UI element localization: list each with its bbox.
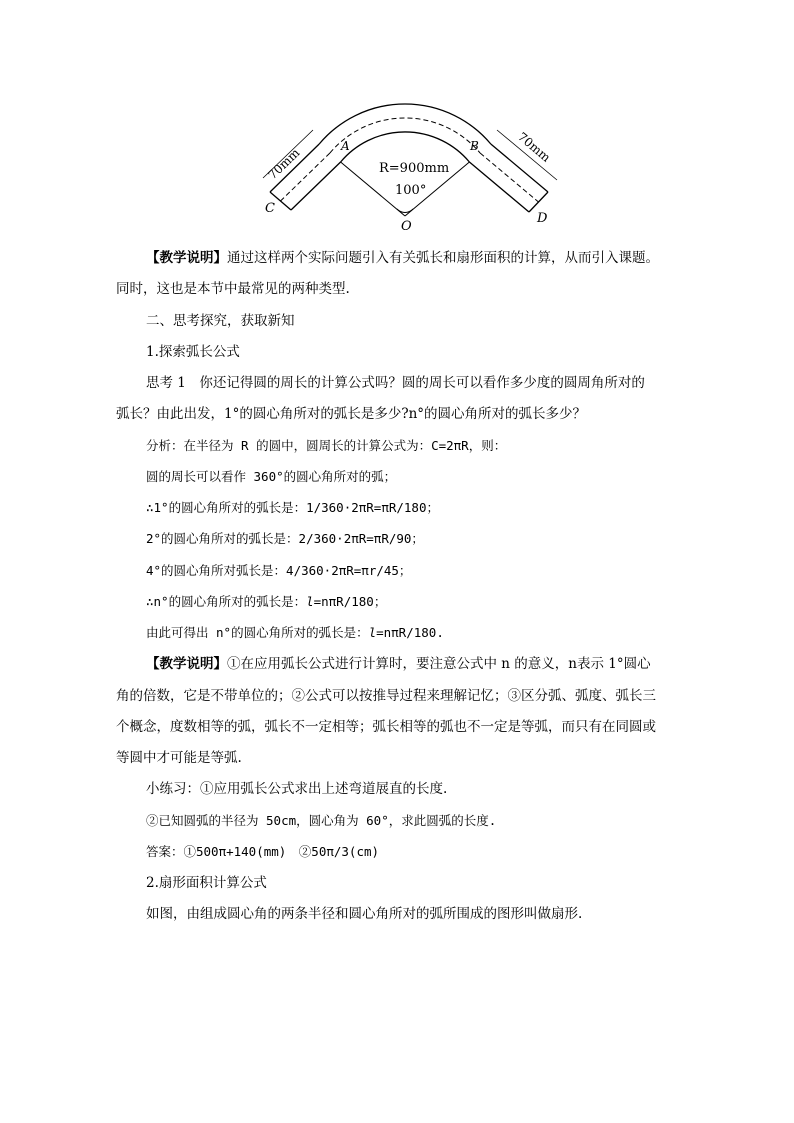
label-left-width: 70mm — [265, 145, 303, 183]
teaching-note-2-line-1 — [146, 654, 686, 674]
teaching-note-1-line-1 — [146, 248, 686, 268]
teaching-note-2-line-3: 个概念，度数相等的弧，弧长不一定相等；弧长相等的弧也不一定是等弧，而只有在同圆或 — [116, 719, 656, 735]
exercise-line-1: 小练习：①应用弧长公式求出上述弯道展直的长度. — [146, 781, 448, 797]
center-dashed-arc — [330, 118, 480, 153]
analysis-7-prefix: 由此可得出 n°的圆心角所对的弧长是： — [146, 625, 369, 640]
analysis-line-5: 4°的圆心角所对弧长是：4/360·2πR=πr/45； — [146, 563, 412, 578]
think-question-line-1: 思考 1 你还记得圆的周长的计算公式吗？圆的周长可以看作多少度的圆周角所对的 — [146, 375, 645, 391]
teaching-note-tag: 【教学说明】 — [146, 250, 227, 266]
inner-arc — [341, 132, 470, 162]
outer-arc — [319, 104, 491, 144]
analysis-line-1: 分析：在半径为 R 的圆中，圆周长的计算公式为：C=2πR，则： — [146, 438, 507, 453]
label-radius: R=900mm — [379, 161, 450, 176]
label-d: D — [537, 211, 548, 226]
analysis-6-formula: =nπR/180； — [313, 594, 387, 609]
teaching-note-2-line-4: 等圆中才可能是等弧. — [116, 750, 242, 766]
label-angle: 100° — [395, 183, 427, 198]
arc-length-symbol: l — [368, 625, 377, 640]
analysis-line-7 — [146, 623, 686, 643]
teaching-note-tag: 【教学说明】 — [146, 656, 227, 672]
exercise-line-2: ②已知圆弧的半径为 50cm，圆心角为 60°，求此圆弧的长度. — [146, 813, 497, 828]
sector-definition: 如图，由组成圆心角的两条半径和圆心角所对的弧所围成的图形叫做扇形. — [146, 906, 583, 922]
analysis-7-formula: =nπR/180. — [376, 625, 444, 640]
subsection-heading-sector-area: 2.扇形面积计算公式 — [146, 875, 267, 891]
label-right-width: 70mm — [515, 129, 554, 165]
subsection-heading-arc-length: 1.探索弧长公式 — [146, 344, 240, 360]
teaching-note-text: 通过这样两个实际问题引入有关弧长和扇形面积的计算，从而引入课题。 — [227, 250, 659, 266]
teaching-note-2-line-2: 角的倍数，它是不带单位的；②公式可以按推导过程来理解记忆；③区分弧、弧度、弧长三 — [116, 688, 656, 704]
teaching-note-1-line-2: 同时，这也是本节中最常见的两种类型. — [116, 281, 350, 297]
answer-line: 答案：①500π+140(mm) ②50π/3(cm) — [146, 844, 380, 859]
analysis-line-2: 圆的周长可以看作 360°的圆心角所对的弧； — [146, 469, 397, 484]
analysis-line-3: ∴1°的圆心角所对的弧长是：1/360·2πR=πR/180； — [146, 500, 439, 515]
analysis-line-4: 2°的圆心角所对的弧长是：2/360·2πR=πR/90； — [146, 531, 424, 546]
section-heading: 二、思考探究，获取新知 — [146, 313, 295, 329]
label-c: C — [265, 201, 275, 216]
label-o: O — [401, 219, 412, 234]
left-inner-edge — [291, 162, 341, 210]
arc-length-symbol: l — [306, 594, 314, 609]
analysis-6-prefix: ∴n°的圆心角所对的弧长是： — [146, 594, 307, 609]
teaching-note-text: ①在应用弧长公式进行计算时，要注意公式中 n 的意义，n表示 1°圆心 — [227, 656, 651, 672]
label-b: B — [470, 139, 479, 153]
curved-road-figure — [255, 98, 575, 238]
analysis-line-6 — [146, 592, 686, 612]
label-a: A — [341, 139, 350, 153]
think-question-line-2: 弧长？由此出发，1°的圆心角所对的弧长是多少?n°的圆心角所对的弧长多少？ — [116, 406, 587, 422]
